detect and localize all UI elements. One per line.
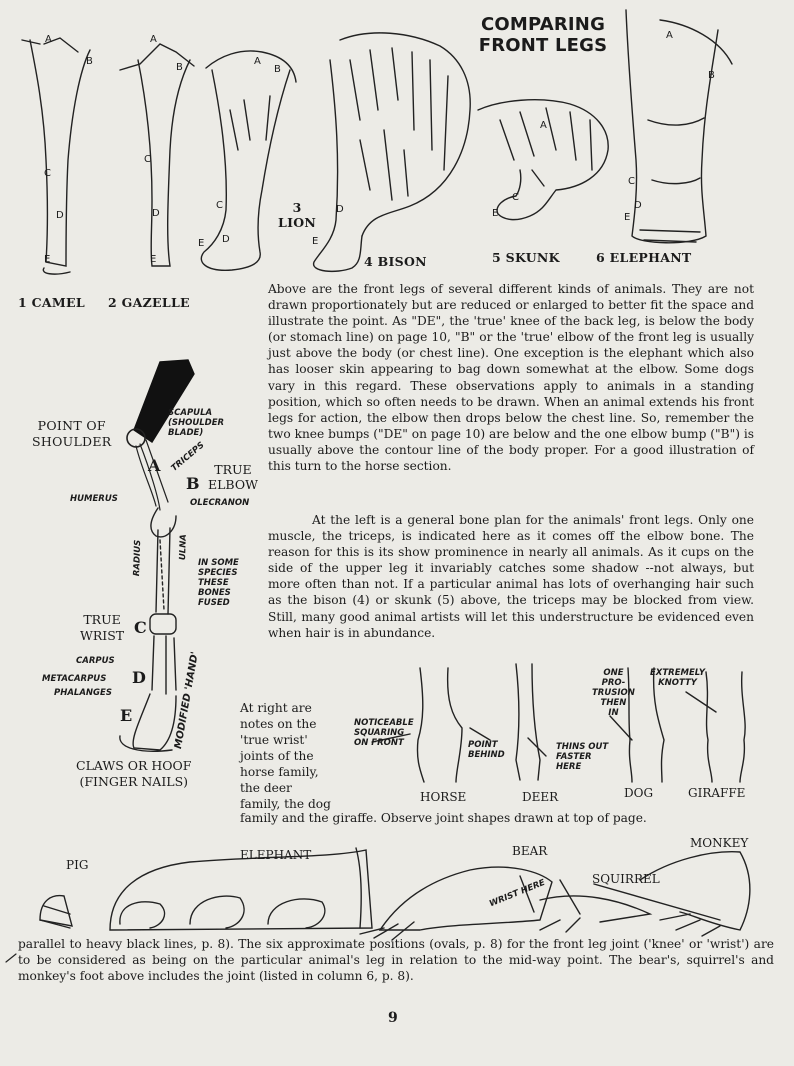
caption-bison [364, 254, 427, 269]
note-extremely-knotty [650, 668, 705, 688]
label-monkey: MONKEY [690, 836, 749, 850]
label-triceps: TRICEPS [169, 440, 207, 474]
label-humerus: HUMERUS [70, 494, 118, 504]
caption-name: ELEPHANT [609, 250, 692, 265]
label-wrist-here: WRIST HERE [488, 877, 547, 910]
label-deer: DEER [522, 790, 559, 804]
label-line: KNOTTY [658, 678, 697, 688]
label-giraffe: GIRAFFE [688, 786, 746, 800]
marker-e: E [44, 254, 51, 265]
page-number: 9 [388, 1010, 398, 1026]
label-true-wrist [80, 612, 124, 644]
label-line: POINT [468, 740, 498, 750]
caption-number: 1 [18, 295, 27, 310]
label-olecranon: OLECRANON [190, 498, 250, 508]
label-line: CLAWS OR HOOF [76, 758, 192, 773]
caption-name: BISON [377, 254, 427, 269]
paragraph-front-legs: Above are the front legs of several different kinds of animals. They are not drawn proportionately but are reduced or enlarged to better fit the space and illustrate the point. As "DE", the 'true' knee of the back leg, is below the body (or stomach line) on page 10, "B" or the 'true' elbow of the front leg is usually just above the body (or chest line). One exception is the elephant which also has looser skin appearing to bag down somewhat at the elbow. Some dogs vary in this regard. These observations apply to animals in a standing position, which so often needs to be drawn. When an animal extends his front legs for action, the elbow then drops below the chest line. So, remember the two knee bumps ("DE" on page 10) are below and the one elbow bump ("B") is usually above the contour line of the body proper. For a good illustration of this turn to the horse section. [268, 282, 754, 474]
bone-marker-d: D [132, 668, 147, 687]
paragraph-bottom: parallel to heavy black lines, p. 8). The six approximate positions (ovals, p. 8) for the front leg joint ('knee' or 'wrist') are to be considered as being on the particular animal's leg in relation to the mid-way point. The bear's, squirrel's and monkey's foot above includes the joint (listed in column 6, p. 8). [18, 937, 774, 984]
marker-c: C [216, 200, 223, 211]
page-title-line1: COMPARING [480, 14, 606, 35]
marker-d: D [152, 208, 160, 219]
label-line: (FINGER NAILS) [79, 774, 189, 789]
label-line: FASTER [556, 752, 592, 762]
bison-leg-drawing [314, 33, 471, 271]
marker-a: A [45, 34, 52, 45]
feet-drawing [40, 848, 750, 940]
note-one-protrusion [592, 668, 635, 718]
bone-marker-a: A [148, 456, 161, 475]
label-line: EXTREMELY [650, 668, 706, 678]
marker-e: E [198, 238, 205, 249]
label-line: IN SOME [198, 558, 239, 568]
paragraph-wrist-note-tail: family and the giraffe. Observe joint shapes drawn at top of page. [240, 811, 647, 825]
paragraph-wrist-note: At right are notes on the 'true wrist' joints of the horse family, the deer family, the dog [240, 701, 331, 811]
label-fused-note [198, 558, 239, 608]
caption-name: SKUNK [505, 250, 560, 265]
bone-marker-b: B [186, 474, 200, 493]
camel-leg-drawing [22, 38, 90, 274]
label-radius: RADIUS [132, 539, 144, 577]
label-carpus: CARPUS [76, 656, 115, 666]
marker-d: D [222, 234, 230, 245]
marker-c: C [512, 192, 519, 203]
label-line: SHOULDER [32, 434, 112, 449]
marker-d: D [336, 204, 344, 215]
marker-b: B [86, 56, 93, 67]
caption-skunk [492, 250, 560, 265]
marker-d: D [634, 200, 642, 211]
label-scapula [168, 408, 224, 438]
label-elephant-foot: ELEPHANT [240, 848, 312, 862]
label-horse: HORSE [420, 790, 467, 804]
label-line: POINT OF [37, 418, 106, 433]
label-bear: BEAR [512, 844, 548, 858]
pointer-arrow [6, 954, 16, 962]
label-line: SCAPULA [168, 408, 213, 418]
label-squirrel: SQUIRREL [592, 872, 660, 886]
note-noticeable-squaring [354, 718, 414, 748]
label-line: ON FRONT [354, 738, 404, 748]
label-line: PRO- [601, 678, 626, 688]
label-line: WRIST [80, 628, 125, 643]
label-line: HERE [556, 762, 582, 772]
marker-b: B [176, 62, 183, 73]
label-line: SQUARING [354, 728, 405, 738]
marker-a: A [666, 30, 673, 41]
label-line: FUSED [198, 598, 230, 608]
caption-number: 6 [596, 250, 605, 265]
label-line: ELBOW [208, 477, 258, 492]
caption-name: GAZELLE [121, 295, 190, 310]
page-title-line2: FRONT LEGS [478, 35, 608, 56]
page-title [468, 14, 618, 56]
label-line: TRUE [83, 612, 121, 627]
label-line: TRUE [214, 462, 252, 477]
marker-b: B [708, 70, 715, 81]
caption-number: 4 [364, 254, 373, 269]
caption-camel [18, 295, 85, 310]
marker-e: E [312, 236, 319, 247]
gazelle-leg-drawing [120, 44, 194, 266]
label-pig: PIG [66, 858, 89, 872]
marker-c: C [628, 176, 635, 187]
label-line: TRUSION [592, 688, 635, 698]
note-thins-out [556, 742, 608, 772]
label-line: THEN [600, 698, 627, 708]
marker-d: D [56, 210, 64, 221]
label-line: (SHOULDER [168, 418, 225, 428]
caption-lion [278, 200, 316, 230]
label-line: BEHIND [468, 750, 505, 760]
label-modified-hand: MODIFIED 'HAND' [173, 650, 201, 750]
label-point-of-shoulder [32, 418, 112, 450]
label-true-elbow [208, 462, 258, 492]
label-line: NOTICEABLE [354, 718, 414, 728]
label-line: IN [608, 708, 619, 718]
marker-a: A [254, 56, 261, 67]
caption-number: 3 [292, 200, 302, 215]
bone-marker-c: C [134, 618, 148, 637]
label-line: ONE [603, 668, 624, 678]
caption-name: CAMEL [31, 295, 85, 310]
label-line: SPECIES [198, 568, 238, 578]
marker-b: B [274, 64, 281, 75]
label-phalanges: PHALANGES [54, 688, 112, 698]
label-claws [76, 758, 191, 790]
note-point-behind [468, 740, 505, 760]
marker-c: C [144, 154, 151, 165]
marker-e: E [624, 212, 631, 223]
lion-leg-drawing [201, 51, 296, 270]
label-dog: DOG [624, 786, 654, 800]
marker-c: C [44, 168, 51, 179]
marker-e: E [150, 254, 157, 265]
skunk-leg-drawing [478, 100, 608, 220]
marker-a: A [540, 120, 547, 131]
label-ulna: ULNA [178, 534, 189, 561]
label-line: BONES [198, 588, 231, 598]
marker-a: A [150, 34, 157, 45]
label-line: THINS OUT [556, 742, 609, 752]
caption-name: LION [278, 215, 317, 230]
caption-gazelle [108, 295, 190, 310]
marker-e: E [492, 208, 499, 219]
caption-number: 5 [492, 250, 501, 265]
label-metacarpus: METACARPUS [42, 674, 107, 684]
caption-number: 2 [108, 295, 117, 310]
bone-marker-e: E [120, 706, 133, 725]
label-line: THESE [198, 578, 229, 588]
label-line: BLADE) [168, 428, 204, 438]
caption-elephant [596, 250, 692, 265]
paragraph-bone-plan: At the left is a general bone plan for the animals' front legs. Only one muscle, the triceps, is indicated here as it comes off the elbow bone. The reason for this is its show prominence in nearly all animals. As it cups on the side of the upper leg it invariably catches some shadow --not always, but more often than not. If a particular animal has lots of overhanging hair such as the bison (4) or skunk (5) above, the triceps may be blocked from view. Still, many good animal artists will let this understructure be evidenced even when hair is in abundance. [268, 513, 754, 640]
